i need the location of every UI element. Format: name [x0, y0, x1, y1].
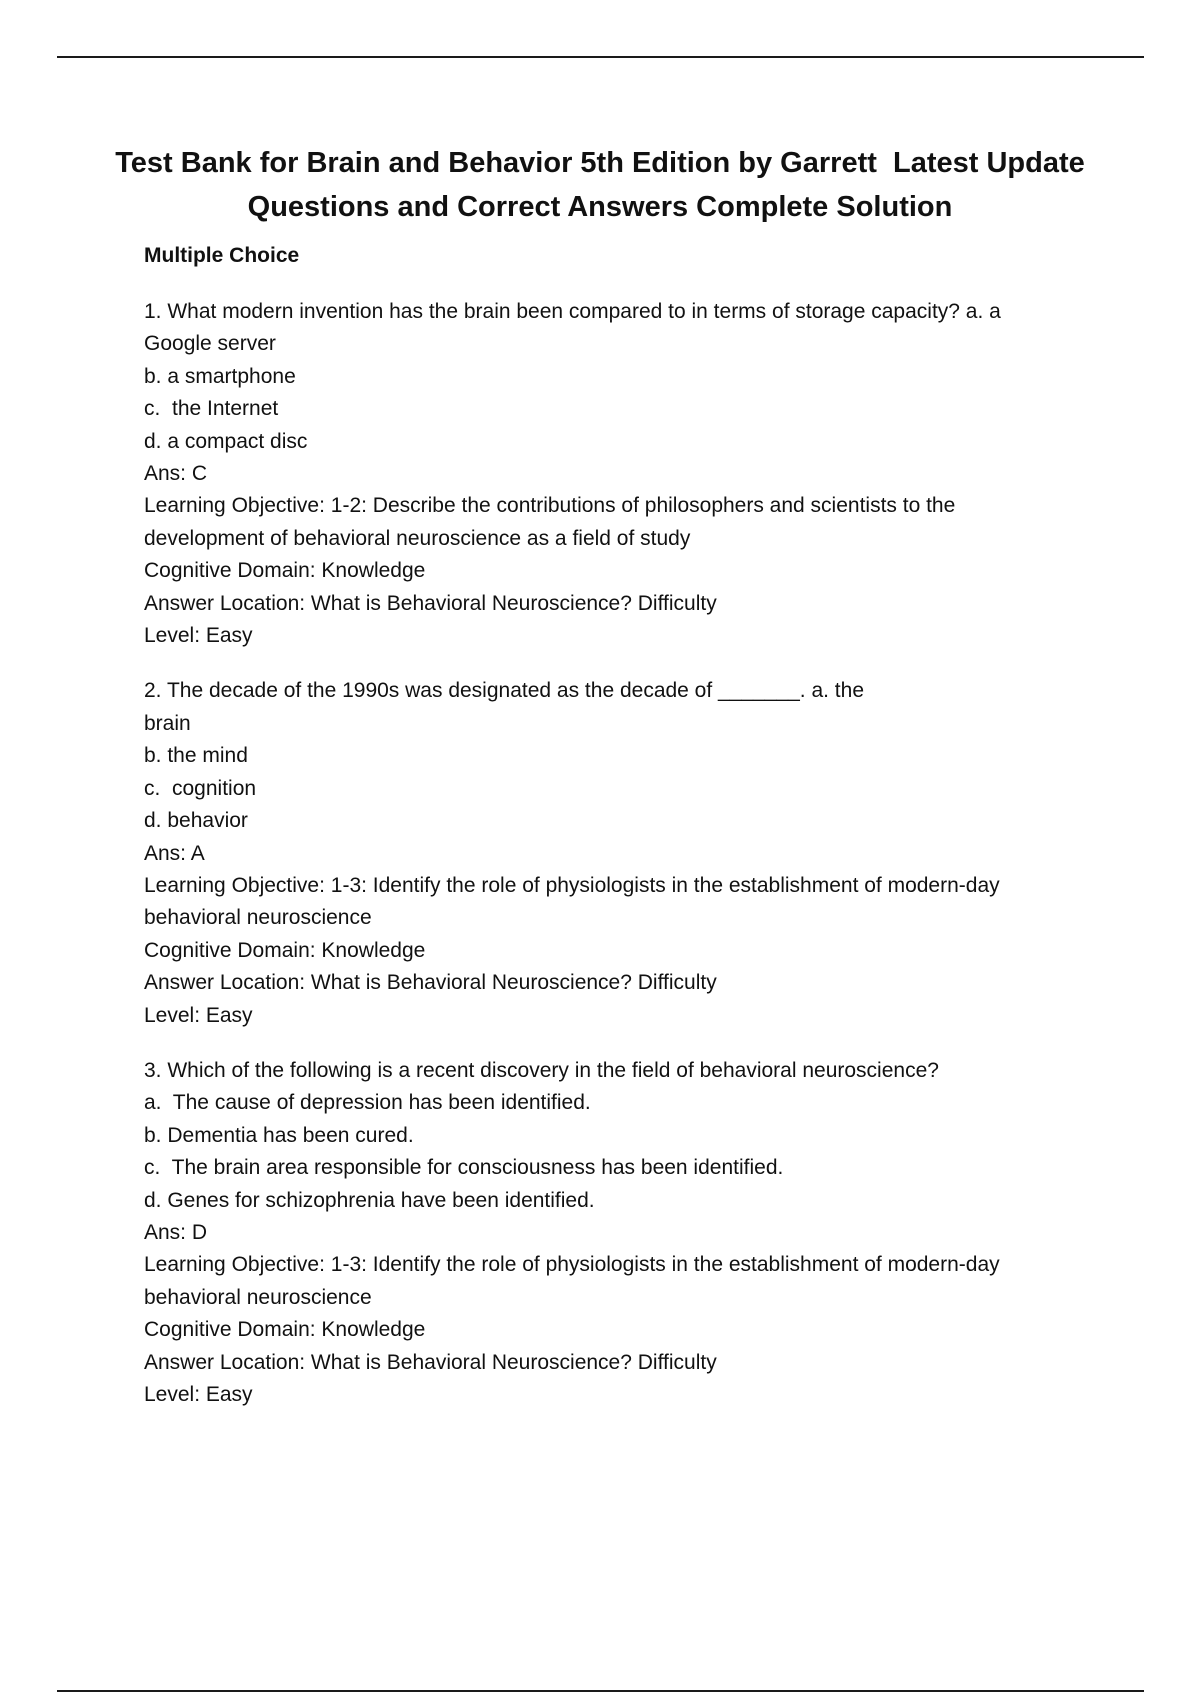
option-a: a. The cause of depression has been identified. [144, 1091, 591, 1115]
answer-key: Ans: A [144, 841, 205, 865]
answer-key: Ans: D [144, 1220, 208, 1244]
question-stem-continued: Google server [144, 332, 276, 356]
learning-objective-continued: behavioral neuroscience [144, 1285, 372, 1309]
question-stem: 3. Which of the following is a recent discovery in the field of behavioral neuroscience? [144, 1058, 939, 1082]
question-stem: 1. What modern invention has the brain been compared to in terms of storage capacity? a. a [144, 300, 1001, 323]
difficulty-level: Level: Easy [144, 1383, 253, 1406]
learning-objective-continued: development of behavioral neuroscience as a field of study [144, 526, 691, 550]
section-heading: Multiple Choice [144, 244, 300, 267]
question-2 [144, 675, 1104, 1031]
bottom-divider [57, 1690, 1144, 1692]
answer-key: Ans: C [144, 462, 208, 486]
question-1 [144, 296, 1104, 652]
question-stem: 2. The decade of the 1990s was designated as the decade of _______. a. the [144, 679, 864, 703]
learning-objective-continued: behavioral neuroscience [144, 906, 372, 930]
option-c: c. cognition [144, 776, 257, 800]
difficulty-level: Level: Easy [144, 1003, 253, 1027]
learning-objective: Learning Objective: 1-2: Describe the contributions of philosophers and scientists to the [144, 494, 956, 518]
answer-location: Answer Location: What is Behavioral Neuroscience? Difficulty [144, 971, 717, 995]
title-line-1: Test Bank for Brain and Behavior 5th Edition by Garrett Latest Update [115, 147, 1085, 179]
option-b: b. a smartphone [144, 364, 296, 388]
question-stem-continued: brain [144, 711, 191, 735]
option-b: b. Dementia has been cured. [144, 1123, 414, 1147]
cognitive-domain: Cognitive Domain: Knowledge [144, 559, 426, 583]
option-c: c. The brain area responsible for consciousness has been identified. [144, 1156, 784, 1180]
document-title [100, 141, 1100, 229]
learning-objective: Learning Objective: 1-3: Identify the role of physiologists in the establishment of modern-day [144, 873, 1000, 897]
document-body [144, 240, 1104, 1434]
top-divider [57, 56, 1144, 58]
difficulty-level: Level: Easy [144, 624, 253, 648]
cognitive-domain: Cognitive Domain: Knowledge [144, 1318, 426, 1342]
option-d: d. a compact disc [144, 429, 308, 453]
option-c: c. the Internet [144, 397, 279, 421]
learning-objective: Learning Objective: 1-3: Identify the role of physiologists in the establishment of modern-day [144, 1253, 1000, 1277]
answer-location: Answer Location: What is Behavioral Neuroscience? Difficulty [144, 1350, 717, 1374]
question-3 [144, 1055, 1104, 1411]
option-d: d. behavior [144, 809, 248, 833]
option-b: b. the mind [144, 744, 248, 768]
answer-location: Answer Location: What is Behavioral Neuroscience? Difficulty [144, 591, 717, 615]
title-line-2: Questions and Correct Answers Complete Solution [247, 191, 953, 223]
cognitive-domain: Cognitive Domain: Knowledge [144, 938, 426, 962]
option-d: d. Genes for schizophrenia have been identified. [144, 1188, 595, 1212]
